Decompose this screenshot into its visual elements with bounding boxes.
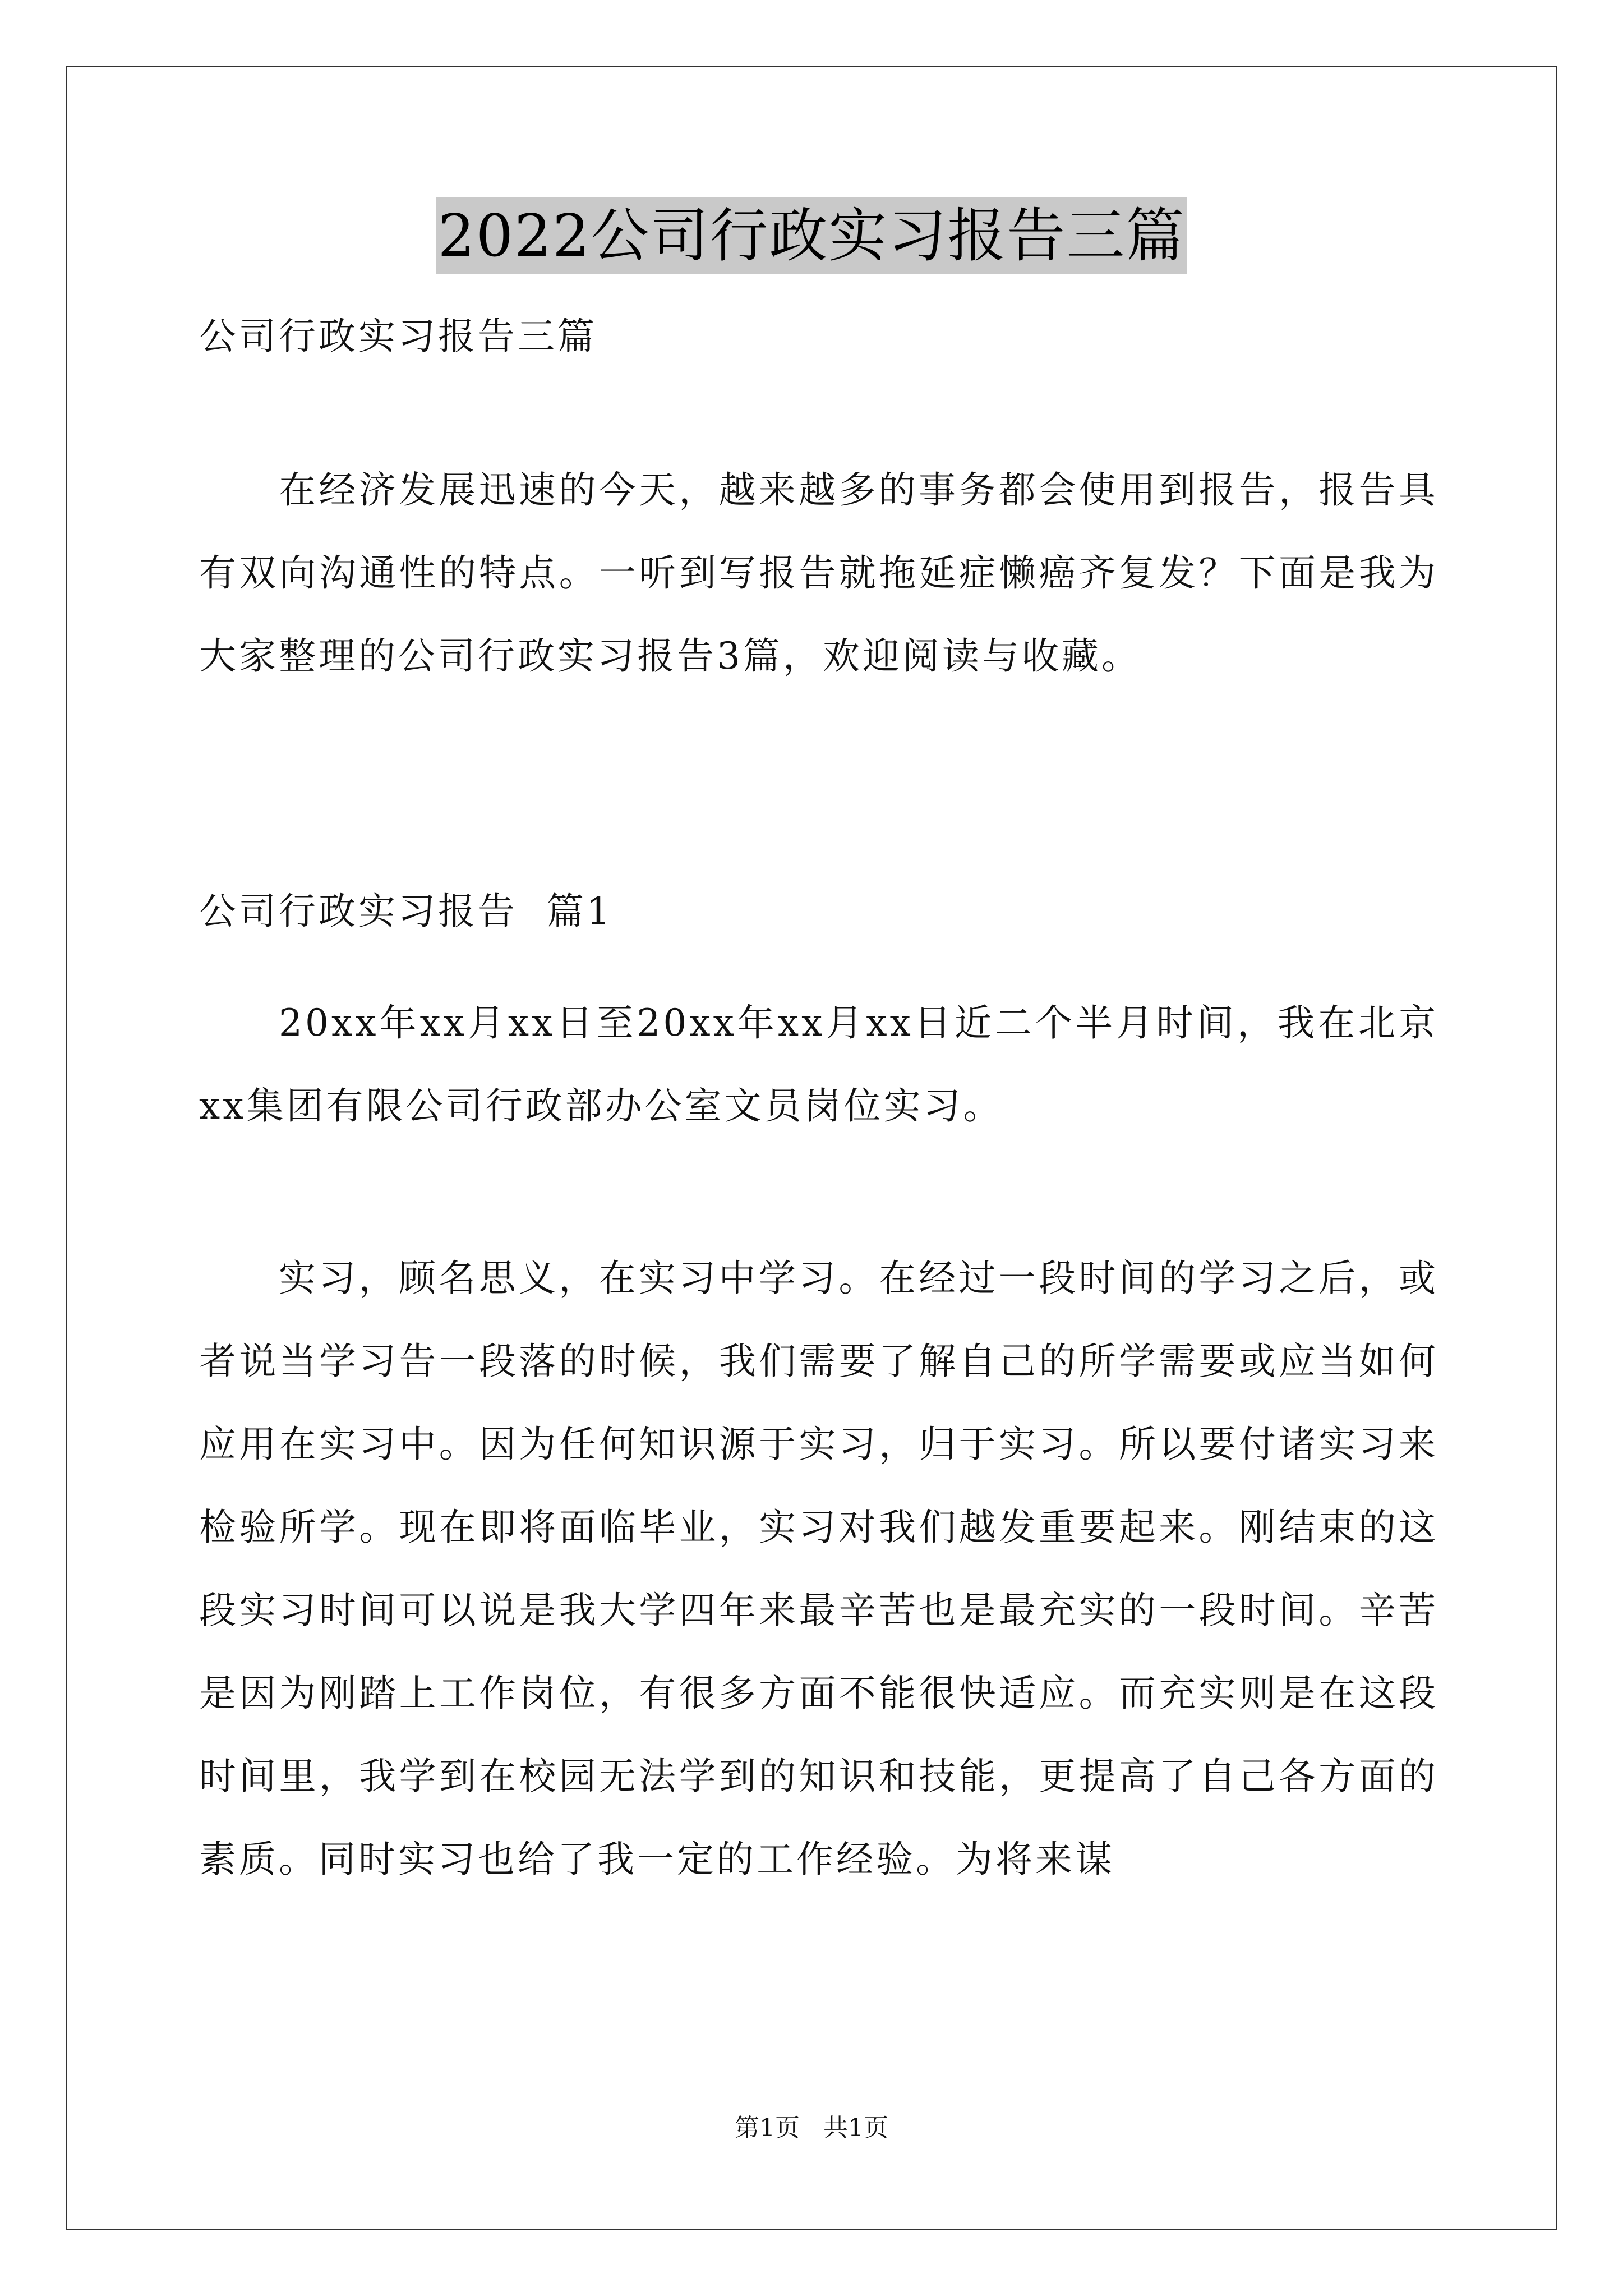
section-heading: 公司行政实习报告 篇1 bbox=[199, 890, 613, 933]
document-title: 2022公司行政实习报告三篇 bbox=[436, 197, 1188, 274]
body-paragraph: 实习，顾名思义，在实习中学习。在经过一段时间的学习之后，或者说当学习告一段落的时候，我们需要了解自己的所学需要或应当如何应用在实习中。因为任何知识源于实习，归于实习。所以要付诸实习来检验所学。现在即将面临毕业，实习对我们越发重要起来。刚结束的这段实习时间可以说是我大学四年来最辛苦也是最充实的一段时间。辛苦是因为刚踏上工作岗位，有很多方面不能很快适应。而充实则是在这段时间里，我学到在校园无法学到的知识和技能，更提高了自己各方面的素质。同时实习也给了我一定的工作经验。为将来谋 bbox=[199, 1257, 1438, 1881]
body-paragraph: 20xx年xx月xx日至20xx年xx月xx日近二个半月时间，我在北京xx集团有限公司行政部办公室文员岗位实习。 bbox=[199, 1001, 1438, 1128]
page-border bbox=[66, 66, 1557, 2230]
page-footer: 第1页 共1页 bbox=[735, 2114, 888, 2142]
title-container bbox=[66, 197, 1557, 274]
document-subtitle: 公司行政实习报告三篇 bbox=[199, 315, 597, 358]
intro-paragraph: 在经济发展迅速的今天，越来越多的事务都会使用到报告，报告具有双向沟通性的特点。一听到写报告就拖延症懒癌齐复发？下面是我为大家整理的公司行政实习报告3篇，欢迎阅读与收藏。 bbox=[199, 468, 1438, 678]
